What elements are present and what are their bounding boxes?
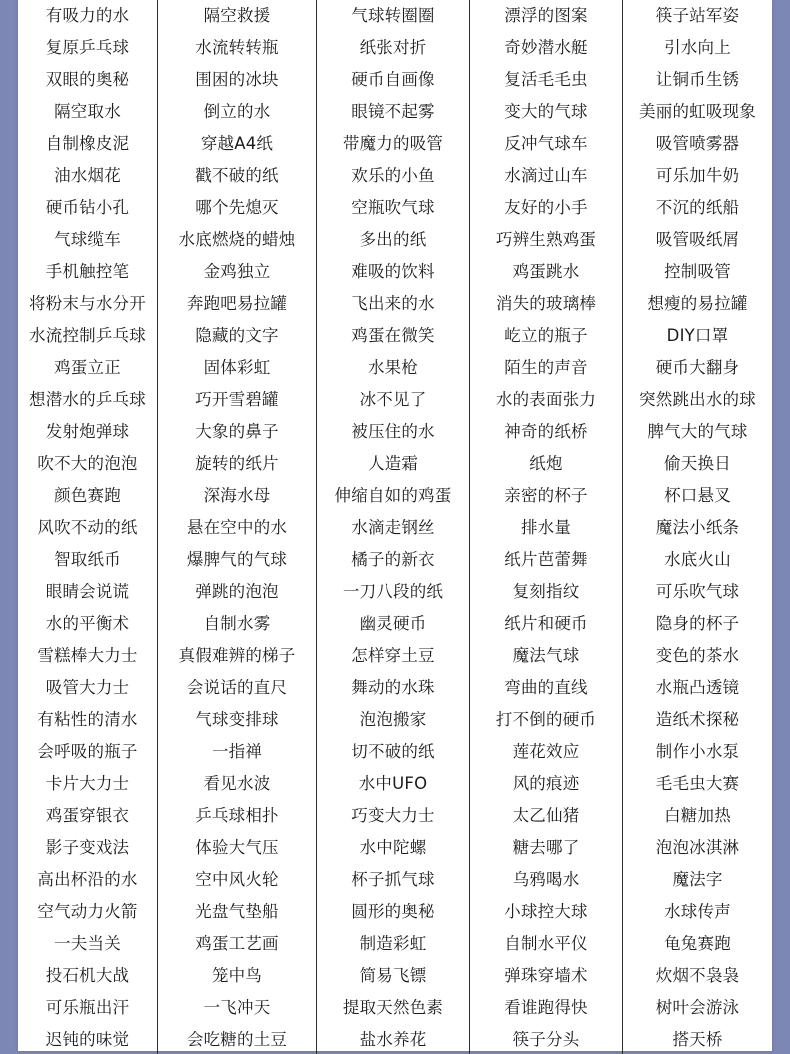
experiment-item: 漂浮的图案	[470, 0, 623, 30]
experiment-item: 让铜币生锈	[655, 70, 740, 89]
experiment-item: 悬在空中的水	[158, 510, 317, 542]
experiment-item: 可乐加牛奶	[655, 166, 740, 185]
experiment-item: 弯曲的直线	[470, 670, 623, 702]
experiment-item: 水流转转瓶	[158, 30, 317, 62]
experiment-item: 智取纸币	[18, 542, 158, 574]
experiment-item: 高出杯沿的水	[18, 862, 158, 894]
experiment-item: 爆脾气的气球	[158, 542, 317, 574]
experiment-item: 看见水波	[158, 766, 317, 798]
experiment-item: 鸡蛋跳水	[470, 254, 623, 286]
experiment-item: 隐藏的文字	[158, 318, 317, 350]
experiment-item: 橘子的新衣	[317, 542, 470, 574]
experiment-item: 莲花效应	[470, 734, 623, 766]
experiment-item: 复活毛毛虫	[470, 62, 623, 94]
experiment-item: 神奇的纸桥	[470, 414, 623, 446]
experiment-item: 复原乒乓球	[18, 30, 158, 62]
experiment-item: 水流控制乒乓球	[18, 318, 158, 350]
experiment-item: 纸片和硬币	[470, 606, 623, 638]
experiment-item: 纸张对折	[317, 30, 470, 62]
experiment-item: 围困的冰块	[158, 62, 317, 94]
experiment-item: 将粉末与水分开	[18, 286, 158, 318]
experiment-item: 发射炮弹球	[18, 414, 158, 446]
experiment-item: 固体彩虹	[158, 350, 317, 382]
experiment-item: 笼中鸟	[158, 958, 317, 990]
experiment-item: 硬币自画像	[317, 62, 470, 94]
experiment-item: 风的痕迹	[470, 766, 623, 798]
experiment-item: 颜色赛跑	[18, 478, 158, 510]
experiment-item: 鸡蛋工艺画	[158, 926, 317, 958]
experiment-item: 可乐瓶出汗	[18, 990, 158, 1022]
experiment-item: 切不破的纸	[317, 734, 470, 766]
experiment-item: 陌生的声音	[470, 350, 623, 382]
experiment-item: 光盘气垫船	[158, 894, 317, 926]
experiment-item: 反冲气球车	[470, 126, 623, 158]
experiment-item: 被压住的水	[317, 414, 470, 446]
experiment-item: 倒立的水	[158, 94, 317, 126]
experiment-item: 投石机大战	[18, 958, 158, 990]
experiment-item: 怎样穿土豆	[317, 638, 470, 670]
experiment-item: 有粘性的清水	[18, 702, 158, 734]
experiment-item: 提取天然色素	[317, 990, 470, 1022]
experiment-item: 手机触控笔	[18, 254, 158, 286]
experiment-item: 一飞冲天	[158, 990, 317, 1022]
experiment-item: 屹立的瓶子	[470, 318, 623, 350]
experiment-list-sheet	[18, 0, 772, 1051]
experiment-item: 想潜水的乒乓球	[18, 382, 158, 414]
experiment-item: 造纸术探秘	[655, 710, 740, 729]
experiment-item: 金鸡独立	[158, 254, 317, 286]
experiment-item: 制造彩虹	[317, 926, 470, 958]
experiment-item: 圆形的奥秘	[317, 894, 470, 926]
experiment-item: 美丽的虹吸现象	[639, 102, 756, 121]
experiment-item: 会吃糖的土豆	[158, 1022, 317, 1054]
experiment-item: 吸管大力士	[18, 670, 158, 702]
experiment-item: 突然跳出水的球	[639, 390, 756, 409]
experiment-item: 乌鸦喝水	[470, 862, 623, 894]
experiment-item: 树叶会游泳	[655, 998, 740, 1017]
experiment-item: 水滴过山车	[470, 158, 623, 190]
experiment-item: 人造霜	[317, 446, 470, 478]
experiment-item: 欢乐的小鱼	[317, 158, 470, 190]
experiment-item: 隐身的杯子	[655, 614, 740, 633]
experiment-item: 穿越A4纸	[158, 126, 317, 158]
experiment-item: 搭天桥	[672, 1030, 723, 1049]
experiment-item: 一夫当关	[18, 926, 158, 958]
experiment-item: 魔法小纸条	[655, 518, 740, 537]
experiment-item: 魔法字	[672, 870, 723, 889]
experiment-item: 泡泡冰淇淋	[655, 838, 740, 857]
experiment-item: 水中陀螺	[317, 830, 470, 862]
experiment-item: 自制水平仪	[470, 926, 623, 958]
experiment-item: 难吸的饮料	[317, 254, 470, 286]
experiment-item: 伸缩自如的鸡蛋	[317, 478, 470, 510]
experiment-item: 变大的气球	[470, 94, 623, 126]
experiment-item: 打不倒的硬币	[470, 702, 623, 734]
experiment-item: 吸管喷雾器	[655, 134, 740, 153]
experiment-item: 水球传声	[664, 902, 731, 921]
experiment-item: 泡泡搬家	[317, 702, 470, 734]
experiment-item: 眼睛会说谎	[18, 574, 158, 606]
experiment-item: 筷子分头	[470, 1022, 623, 1054]
experiment-item: 纸片芭蕾舞	[470, 542, 623, 574]
experiment-item: 鸡蛋穿银衣	[18, 798, 158, 830]
experiment-item: 水的表面张力	[470, 382, 623, 414]
experiment-item: 气球缆车	[18, 222, 158, 254]
experiment-item: 卡片大力士	[18, 766, 158, 798]
experiment-item: 变色的茶水	[655, 646, 740, 665]
experiment-item: 双眼的奥秘	[18, 62, 158, 94]
experiment-item: 自制橡皮泥	[18, 126, 158, 158]
experiment-item: 吸管吸纸屑	[655, 230, 740, 249]
experiment-item: 消失的玻璃棒	[470, 286, 623, 318]
experiment-item: 迟钝的味觉	[18, 1022, 158, 1054]
experiment-item: 龟兔赛跑	[664, 934, 731, 953]
experiment-item: 复刻指纹	[470, 574, 623, 606]
experiment-item: 巧开雪碧罐	[158, 382, 317, 414]
experiment-item: 影子变戏法	[18, 830, 158, 862]
experiment-item: 风吹不动的纸	[18, 510, 158, 542]
experiment-item: 哪个先熄灭	[158, 190, 317, 222]
experiment-item: 飞出来的水	[317, 286, 470, 318]
experiment-item: 看谁跑得快	[470, 990, 623, 1022]
experiment-item: 奔跑吧易拉罐	[158, 286, 317, 318]
experiment-item: 纸炮	[470, 446, 623, 478]
experiment-item: 油水烟花	[18, 158, 158, 190]
experiment-item: 舞动的水珠	[317, 670, 470, 702]
experiment-item: 体验大气压	[158, 830, 317, 862]
experiment-grid	[18, 0, 772, 1054]
experiment-item: 盐水养花	[317, 1022, 470, 1054]
experiment-item: 糖去哪了	[470, 830, 623, 862]
experiment-item: 隔空取水	[18, 94, 158, 126]
experiment-item: 真假难辨的梯子	[158, 638, 317, 670]
experiment-item: 水的平衡术	[18, 606, 158, 638]
experiment-item: 杯子抓气球	[317, 862, 470, 894]
experiment-item: 鸡蛋立正	[18, 350, 158, 382]
experiment-item: 魔法气球	[470, 638, 623, 670]
experiment-item: 巧变大力士	[317, 798, 470, 830]
experiment-item: 水中UFO	[317, 766, 470, 798]
experiment-item: 炊烟不袅袅	[655, 966, 740, 985]
experiment-item: 戳不破的纸	[158, 158, 317, 190]
experiment-item: 空瓶吹气球	[317, 190, 470, 222]
experiment-item: 气球转圈圈	[317, 0, 470, 30]
experiment-item: 偷天换日	[664, 454, 731, 473]
experiment-item: DIY口罩	[666, 326, 729, 345]
experiment-item: 旋转的纸片	[158, 446, 317, 478]
experiment-item: 冰不见了	[317, 382, 470, 414]
experiment-item: 多出的纸	[317, 222, 470, 254]
experiment-item: 大象的鼻子	[158, 414, 317, 446]
experiment-item: 一刀八段的纸	[317, 574, 470, 606]
experiment-item: 水底火山	[664, 550, 731, 569]
experiment-item: 弹珠穿墙术	[470, 958, 623, 990]
experiment-item: 排水量	[470, 510, 623, 542]
experiment-item: 可乐吹气球	[655, 582, 740, 601]
experiment-item: 乒乓球相扑	[158, 798, 317, 830]
experiment-item: 脾气大的气球	[647, 422, 748, 441]
experiment-item: 会说话的直尺	[158, 670, 317, 702]
experiment-item: 隔空救援	[158, 0, 317, 30]
experiment-item: 幽灵硬币	[317, 606, 470, 638]
experiment-item: 带魔力的吸管	[317, 126, 470, 158]
experiment-item: 水底燃烧的蜡烛	[158, 222, 317, 254]
experiment-item: 控制吸管	[664, 262, 731, 281]
experiment-item: 不沉的纸船	[655, 198, 740, 217]
experiment-item: 毛毛虫大赛	[655, 774, 740, 793]
experiment-item: 深海水母	[158, 478, 317, 510]
experiment-item: 吹不大的泡泡	[18, 446, 158, 478]
experiment-item: 水滴走钢丝	[317, 510, 470, 542]
experiment-item: 有吸力的水	[18, 0, 158, 30]
experiment-item: 制作小水泵	[655, 742, 740, 761]
experiment-item: 巧辨生熟鸡蛋	[470, 222, 623, 254]
experiment-item: 白糖加热	[664, 806, 731, 825]
experiment-item: 雪糕棒大力士	[18, 638, 158, 670]
experiment-item: 引水向上	[664, 38, 731, 57]
experiment-item: 一指禅	[158, 734, 317, 766]
experiment-item: 空气动力火箭	[18, 894, 158, 926]
experiment-item: 鸡蛋在微笑	[317, 318, 470, 350]
experiment-item: 想瘦的易拉罐	[647, 294, 748, 313]
experiment-item: 硬币钻小孔	[18, 190, 158, 222]
experiment-item: 自制水雾	[158, 606, 317, 638]
experiment-item: 杯口悬叉	[664, 486, 731, 505]
experiment-item: 会呼吸的瓶子	[18, 734, 158, 766]
experiment-item: 气球变排球	[158, 702, 317, 734]
experiment-item: 空中风火轮	[158, 862, 317, 894]
experiment-item: 友好的小手	[470, 190, 623, 222]
experiment-item: 眼镜不起雾	[317, 94, 470, 126]
experiment-item: 筷子站军姿	[655, 6, 740, 25]
experiment-item: 奇妙潜水艇	[470, 30, 623, 62]
experiment-item: 弹跳的泡泡	[158, 574, 317, 606]
experiment-item: 亲密的杯子	[470, 478, 623, 510]
experiment-item: 太乙仙猪	[470, 798, 623, 830]
experiment-item: 水瓶凸透镜	[655, 678, 740, 697]
experiment-item: 水果枪	[317, 350, 470, 382]
experiment-item: 硬币大翻身	[655, 358, 740, 377]
experiment-item: 简易飞镖	[317, 958, 470, 990]
experiment-item: 小球控大球	[470, 894, 623, 926]
